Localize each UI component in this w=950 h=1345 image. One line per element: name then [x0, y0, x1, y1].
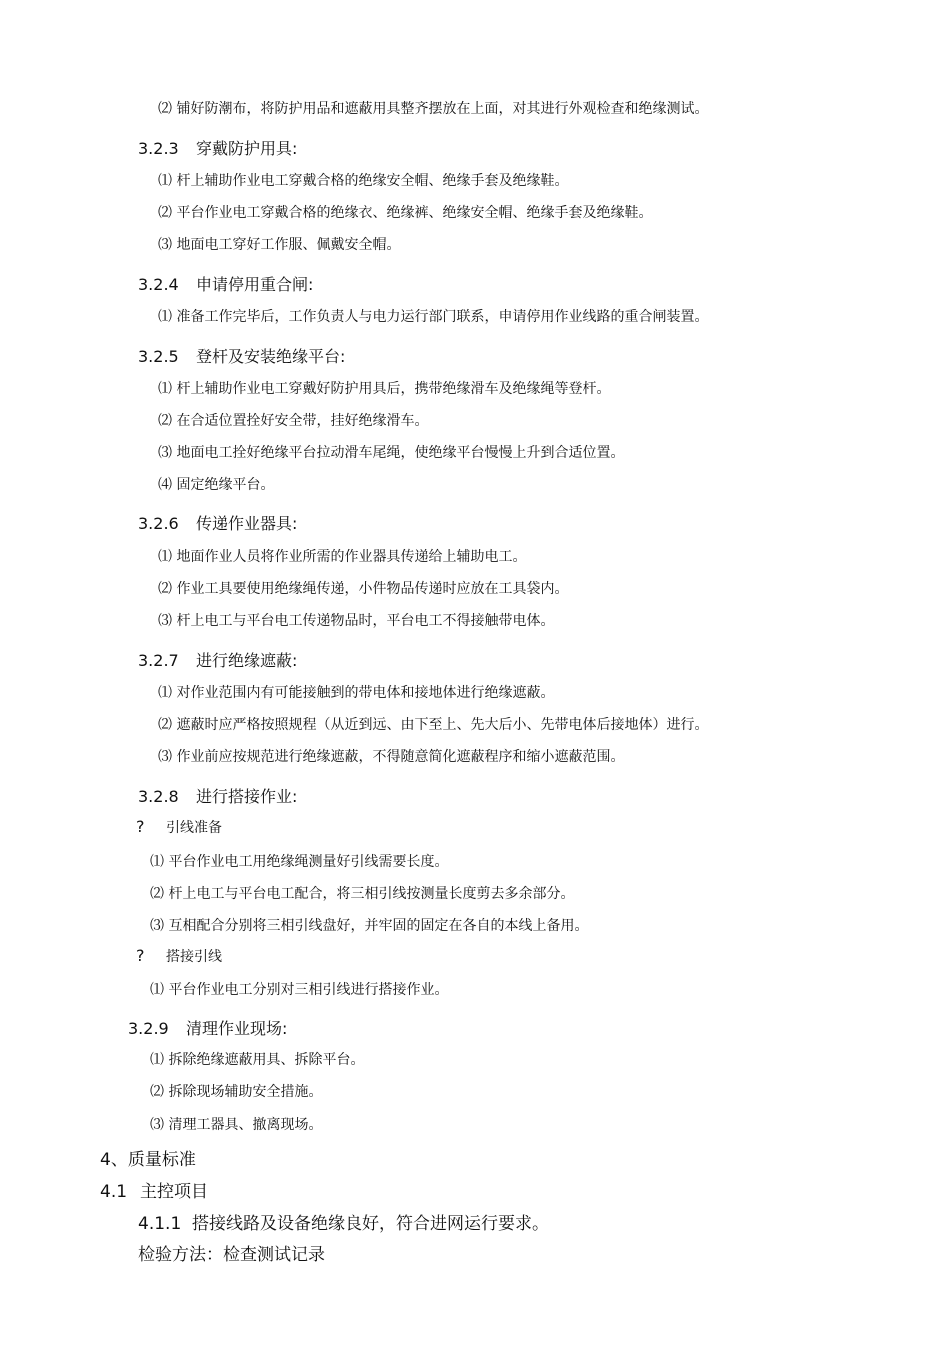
list-item: ⑶ 互相配合分别将三相引线盘好，并牢固的固定在各自的本线上备用。 — [150, 918, 589, 934]
list-item: ⑵ 作业工具要使用绝缘绳传递，小件物品传递时应放在工具袋内。 — [158, 581, 569, 597]
section-heading-3-2-6: 3.2.6 传递作业器具: — [138, 514, 298, 533]
sub-bullet-heading: ? 搭接引线 — [136, 946, 222, 965]
list-item: ⑵ 在合适位置拴好安全带，挂好绝缘滑车。 — [158, 413, 429, 429]
list-item: ⑴ 地面作业人员将作业所需的作业器具传递给上辅助电工。 — [158, 549, 527, 565]
bullet-mark-icon: ? — [136, 946, 145, 965]
list-item: ⑴ 准备工作完毕后，工作负责人与电力运行部门联系，申请停用作业线路的重合闸装置。 — [158, 309, 709, 325]
list-item: ⑶ 作业前应按规范进行绝缘遮蔽，不得随意简化遮蔽程序和缩小遮蔽范围。 — [158, 749, 625, 765]
list-item: ⑵ 遮蔽时应严格按照规程（从近到远、由下至上、先大后小、先带电体后接地体）进行。 — [158, 717, 709, 733]
list-item: ⑴ 平台作业电工用绝缘绳测量好引线需要长度。 — [150, 854, 449, 870]
section-heading-4-1: 4.1 主控项目 — [100, 1182, 208, 1202]
bullet-mark-icon: ? — [136, 817, 145, 836]
section-heading-3-2-8: 3.2.8 进行搭接作业: — [138, 787, 298, 806]
section-heading-3-2-3: 3.2.3 穿戴防护用具: — [138, 139, 298, 158]
list-item: ⑵ 拆除现场辅助安全措施。 — [150, 1084, 323, 1100]
list-item: ⑵ 铺好防潮布，将防护用品和遮蔽用具整齐摆放在上面，对其进行外观检查和绝缘测试。 — [158, 101, 709, 117]
list-item: ⑴ 对作业范围内有可能接触到的带电体和接地体进行绝缘遮蔽。 — [158, 685, 555, 701]
section-heading-3-2-5: 3.2.5 登杆及安装绝缘平台: — [138, 347, 346, 366]
list-item: ⑶ 清理工器具、撤离现场。 — [150, 1117, 323, 1133]
list-item: ⑴ 杆上辅助作业电工穿戴好防护用具后，携带绝缘滑车及绝缘绳等登杆。 — [158, 381, 611, 397]
clause-4-1-1: 4.1.1 搭接线路及设备绝缘良好，符合进网运行要求。 — [138, 1214, 549, 1234]
section-heading-3-2-7: 3.2.7 进行绝缘遮蔽: — [138, 651, 298, 670]
list-item: ⑵ 平台作业电工穿戴合格的绝缘衣、绝缘裤、绝缘安全帽、绝缘手套及绝缘鞋。 — [158, 205, 653, 221]
sub-bullet-heading: ? 引线准备 — [136, 817, 222, 836]
section-heading-4: 4、质量标准 — [100, 1150, 196, 1170]
list-item: ⑶ 地面电工拴好绝缘平台拉动滑车尾绳，使绝缘平台慢慢上升到合适位置。 — [158, 445, 625, 461]
list-item: ⑴ 拆除绝缘遮蔽用具、拆除平台。 — [150, 1052, 365, 1068]
section-heading-3-2-4: 3.2.4 申请停用重合闸: — [138, 275, 314, 294]
section-heading-3-2-9: 3.2.9 清理作业现场: — [128, 1019, 288, 1038]
list-item: ⑴ 平台作业电工分别对三相引线进行搭接作业。 — [150, 982, 449, 998]
list-item: ⑵ 杆上电工与平台电工配合，将三相引线按测量长度剪去多余部分。 — [150, 886, 575, 902]
list-item: ⑶ 地面电工穿好工作服、佩戴安全帽。 — [158, 237, 401, 253]
list-item: ⑷ 固定绝缘平台。 — [158, 477, 275, 493]
list-item: ⑴ 杆上辅助作业电工穿戴合格的绝缘安全帽、绝缘手套及绝缘鞋。 — [158, 173, 569, 189]
list-item: ⑶ 杆上电工与平台电工传递物品时，平台电工不得接触带电体。 — [158, 613, 555, 629]
inspection-method: 检验方法：检查测试记录 — [138, 1245, 325, 1265]
